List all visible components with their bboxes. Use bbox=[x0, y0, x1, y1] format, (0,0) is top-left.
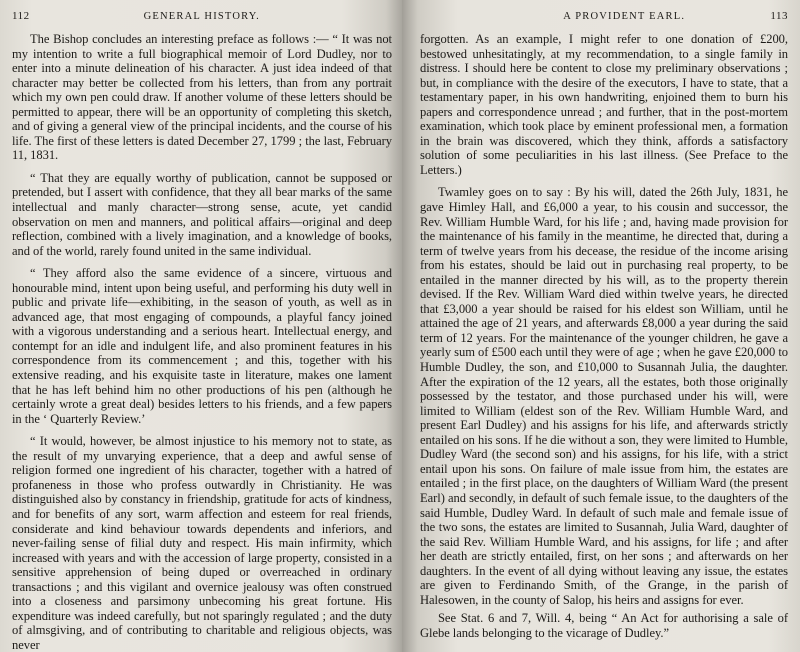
running-title-right: A PROVIDENT EARL. bbox=[563, 11, 686, 22]
paragraph: “ That they are equally worthy of publication, cannot be supposed or pretended, but I assert with confidence, that they all bear marks of the same intellectual and manly character—strong sense, acute, yet candid observation on men and manners, and political affairs—original and deep reflection, combined with a lively imagination, and a knowledge of books, and of the world, rarely found united in the same individual. bbox=[12, 170, 392, 258]
running-title-left: GENERAL HISTORY. bbox=[143, 11, 261, 22]
paragraph: “ It would, however, be almost injustice to his memory not to state, as the result of my unvarying experience, that a deep and awful sense of religion formed one ingredient of his character, together with a hatred of profaneness in those who profess outwardly in Christianity. He was distinguished also by constancy in friendship, gratitude for acts of kindness, and for benefits of any sort, warm affection and esteem for real friends, considerate and kind behaviour towards dependents and inferiors, and never-failing sense of filial duty and respect. His main infirmity, which increased with years and with the accession of large property, consisted in a sensitive apprehension of being duped or overreached in ordinary transactions ; and this vigilant and overnice jealousy was often construed into a closeness and parsimony unbecoming his great fortune. His expenditure was indeed carefully, but not sparingly regulated ; and the duty of almsgiving, and of contributing to charitable and religious objects, was never bbox=[12, 434, 392, 652]
right-page-text bbox=[420, 32, 788, 640]
left-page-text bbox=[12, 32, 392, 652]
page-number-left: 112 bbox=[12, 10, 30, 22]
page-number-right: 113 bbox=[770, 10, 788, 22]
left-page-header bbox=[12, 10, 392, 24]
right-page-header bbox=[420, 10, 788, 24]
right-page bbox=[402, 0, 800, 652]
paragraph: The Bishop concludes an interesting preface as follows :— “ It was not my intention to write a full biographical memoir of Lord Dudley, nor to enter into a minute delineation of his character. A just idea indeed of that character may better be collected from his letters, than from any portrait which my own pen could draw. If another volume of these letters should be permitted to appear, there will be an opportunity of completing this sketch, and of giving a general view of the principal incidents, and the course of his life. The first of these letters is dated December 27, 1799 ; the last, February 11, 1831. bbox=[12, 32, 392, 163]
paragraph: “ They afford also the same evidence of a sincere, virtuous and honourable mind, intent upon being useful, and performing his duty well in public and private life—exhibiting, in the season of youth, as well as in advanced age, that most engaging of compounds, a playful fancy joined with a vigorous understanding and a serious heart. Intellectual energy, and contempt for an idle and indulgent life, and also prominent features in his correspondence from its commencement ; and this, together with his extensive reading, and his exquisite taste in literature, makes one lament that he has left behind him no other productions of his pen (although he certainly wrote a great deal) besides letters to his friends, and a few papers in the ‘ Quarterly Review.’ bbox=[12, 266, 392, 426]
paragraph: forgotten. As an example, I might refer to one donation of £200, bestowed unhesitatingly, at my recommendation, to a single family in distress. I should here be content to close my preliminary observations ; but, in compliance with the desire of the executors, I have to state, that a testamentary paper, in his own handwriting, enjoined them to burn his papers and correspondence unread ; and further, that in the post-mortem examination, which took place by eminent professional men, a formation in the brain was discovered, which they think, affords a satisfactory solution of some peculiarities in his last illness. (See Preface to the Letters.) bbox=[420, 32, 788, 177]
paragraph: See Stat. 6 and 7, Will. 4, being “ An Act for authorising a sale of Glebe lands belonging to the vicarage of Dudley.” bbox=[420, 611, 788, 640]
paragraph: Twamley goes on to say : By his will, dated the 26th July, 1831, he gave Himley Hall, and £6,000 a year, to his cousin and successor, the Rev. William Humble Ward, for his life ; and, having made provision for the maintenance of his family in the meantime, he directed that, during a term of twelve years from his decease, the residue of the income arising from his estates, should be laid out in purchasing real property, to be entailed in the manner directed by his will, as to the property therein devised. If the Rev. William Ward died within twelve years, he directed that £3,000 a year should be raised for his eldest son William, until he attained the age of 21 years, and afterwards £8,000 a year during the said term of 12 years. For the maintenance of the younger children, he gave a yearly sum of £500 each until they were of age ; when he gave £20,000 to Humble Dudley, the son, and £10,000 to Susannah Julia, the daughter. After the expiration of the 12 years, all the estates, both those originally possessed by the testator, and those purchased under his will, were limited to William (eldest son of the Rev. William Humble Ward, and present Earl Dudley) and his assigns for his life, and afterwards strictly entailed on his sons. If he die without a son, they were limited to Humble, Dudley Ward (the second son) and his assigns, for his life, with a strict entail upon his sons. On failure of male issue from him, the estates are entailed ; in the first place, on the daughters of William Ward (the present Earl) and secondly, in default of such female issue, to the daughters of the said Humble, Dudley Ward. In default of such male and female issue of the two sons, the estates are limited to Susannah, Julia Ward, daughter of the said Rev. William Humble Ward, and his assigns, for life ; and after her death are strictly entailed, first, on her sons ; and afterwards on her daughters. In the event of all dying without leaving any issue, the estates are given to Ferdinando Smith, of the Grange, in the parish of Halesowen, in the county of Salop, his heirs and assigns for ever. bbox=[420, 185, 788, 607]
